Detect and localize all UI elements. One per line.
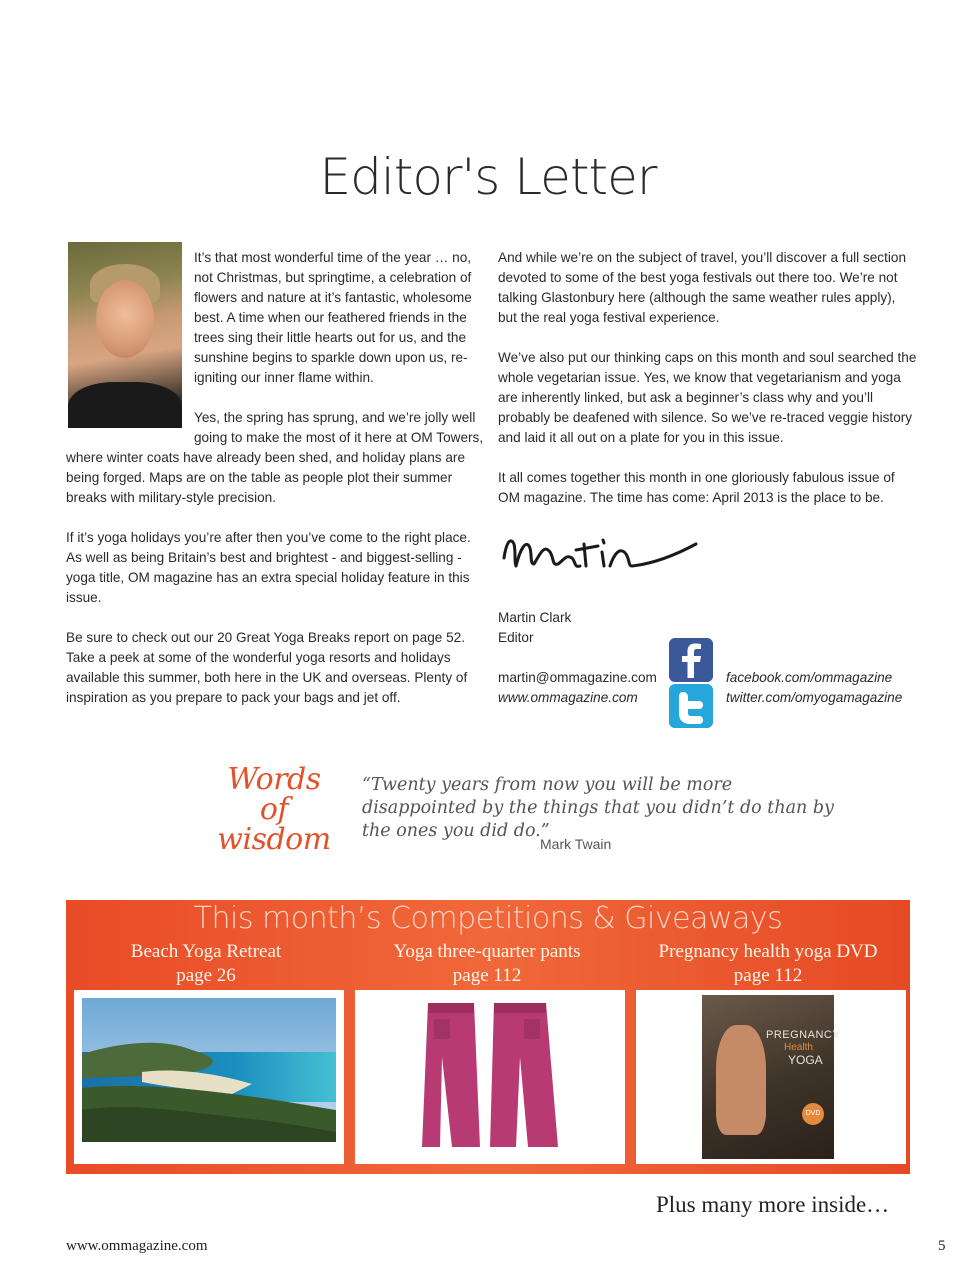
left-paragraph-1: It’s that most wonderful time of the year … no, not Christmas, but springtime, a celebration of flowers and nature at it’s fantastic, wholesome best. A time when our feathered friends in the trees sing their little hearts out for us, and the sunshine begins to sparkle down upon us, re-igniting our inner flame within. [194,250,472,385]
competition-page: page 112 [733,965,803,986]
twitter-icon[interactable] [669,684,713,728]
quote-author: Mark Twain [540,836,612,852]
competition-item-yoga-pants[interactable] [347,940,627,988]
right-column [498,248,918,528]
beach-image-panel[interactable] [74,990,344,1164]
website-link[interactable]: www.ommagazine.com [498,690,638,705]
dvd-cover [702,995,841,1159]
pants-image-panel[interactable] [355,990,625,1164]
editor-signature [500,514,700,576]
wisdom-quote: “Twenty years from now you will be more disappointed by the things that you didn’t do than by the ones you did do.” [362,775,834,841]
right-paragraph-3: It all comes together this month in one gloriously fabulous issue of OM magazine. The time has come: April 2013 is the place to be. [498,470,895,505]
plus-more-inside: Plus many more inside… [656,1192,890,1217]
competition-item-beach-retreat[interactable] [66,940,346,988]
editor-name: Martin Clark [498,610,572,625]
competition-page: page 112 [452,965,522,986]
wisdom-heading-line1: Words of [227,762,321,827]
dvd-title-line3: YOGA [788,1053,823,1067]
dvd-title-line1: PREGNANCY [766,1029,841,1041]
wisdom-heading-line2: wisdom [217,822,331,857]
editor-photo [68,242,182,428]
beach-photo [82,998,336,1142]
left-paragraph-3: If it’s yoga holidays you’re after then you’ve come to the right place. As well as being Britain’s best and brightest - and biggest-selling - yoga title, OM magazine has an extra special holiday feature in this issue. [66,530,471,605]
editor-role: Editor [498,630,534,645]
editor-face [96,280,154,358]
competition-name: Beach Yoga Retreat [130,941,282,962]
dvd-title-line2: Health [784,1042,813,1053]
competitions-title: This month’s Competitions & Giveaways [193,901,783,936]
competition-name: Pregnancy health yoga DVD [658,941,878,962]
left-column [66,248,484,728]
facebook-icon[interactable] [669,638,713,682]
right-paragraph-2: We’ve also put our thinking caps on this month and soul searched the whole vegetarian issue. Yes, we know that vegetarianism and yoga are inherently linked, but ask a beginner’s class why and you’ll probably be deafened with silence. So we’ve re-traced veggie history and laid it all out on a plate for you in this issue. [498,350,917,445]
page-number: 5 [938,1238,946,1254]
editor-signoff [498,608,571,648]
page-title: Editor's Letter [319,148,657,206]
words-of-wisdom-heading [210,762,338,857]
footer-url[interactable]: www.ommagazine.com [66,1238,208,1254]
editor-shirt [68,382,182,428]
right-paragraph-1: And while we’re on the subject of travel, you’ll discover a full section devoted to some of the best yoga festivals out there too. We’re not talking Glastonbury here (although the same weather rules apply), but the real yoga festival experience. [498,250,907,325]
dvd-badge: DVD [802,1103,824,1125]
twitter-link[interactable]: twitter.com/omyogamagazine [726,690,903,705]
dvd-image-panel[interactable] [636,990,906,1164]
left-paragraph-2: Yes, the spring has sprung, and we’re jolly well going to make the most of it here at OM Towers, where winter coats have already been shed, and holiday plans are being forged. Maps are on the table as people plot their summer breaks with military-style precision. [66,410,484,505]
competitions-banner [66,900,910,1174]
dvd-person [716,1025,766,1135]
editor-email-link[interactable]: martin@ommagazine.com [498,670,657,685]
competition-name: Yoga three-quarter pants [393,941,581,962]
facebook-link[interactable]: facebook.com/ommagazine [726,670,893,685]
competition-page: page 26 [176,965,236,986]
left-paragraph-4: Be sure to check out our 20 Great Yoga Breaks report on page 52. Take a peek at some of the wonderful yoga resorts and holidays available this summer, both here in the UK and overseas. Plenty of inspiration as you prepare to pack your bags and jet off. [66,630,468,705]
yoga-pants-photo [420,997,560,1157]
competition-item-pregnancy-dvd[interactable] [628,940,908,988]
